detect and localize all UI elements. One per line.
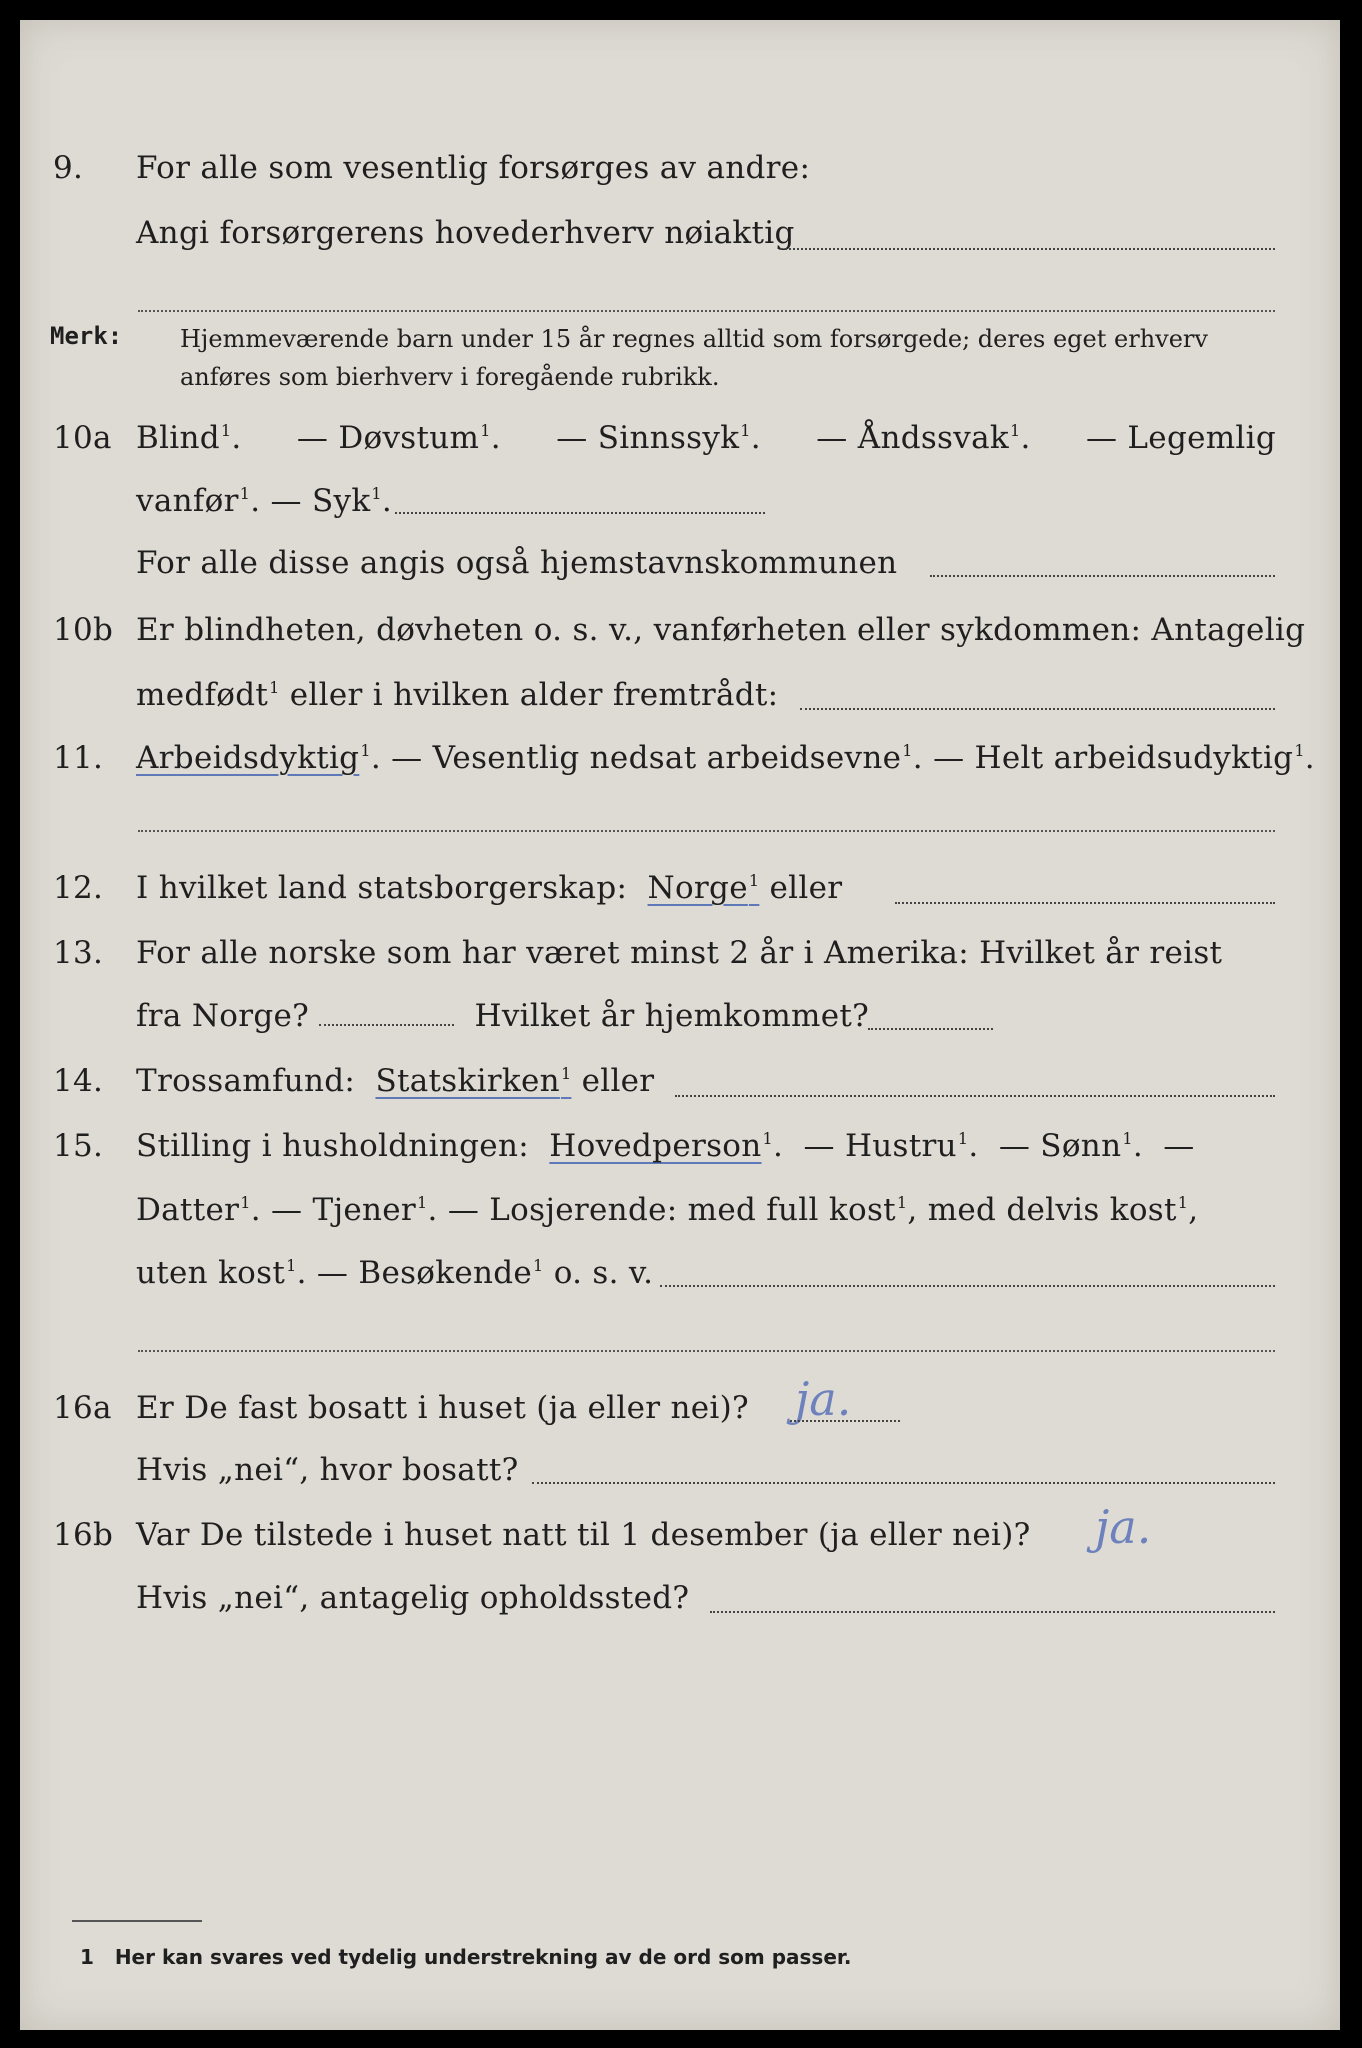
footnote-mark: 1 <box>80 1945 94 1969</box>
question-13 <box>20 935 1340 975</box>
note-label: Merk: <box>50 322 123 350</box>
question-15 <box>20 1128 1340 1168</box>
question-text: For alle norske som har været minst 2 år i Amerika: Hvilket år reist <box>136 935 1223 971</box>
question-16a <box>20 1390 1340 1430</box>
question-number: 15. <box>53 1128 104 1164</box>
question-options <box>136 420 1276 456</box>
answer-line[interactable] <box>790 1420 900 1422</box>
question-text: Hvis „nei“, antagelig opholdssted? <box>136 1580 690 1616</box>
answer-line[interactable] <box>395 512 765 514</box>
answer-line[interactable] <box>895 902 1275 904</box>
answer-line[interactable] <box>319 1024 454 1026</box>
question-number: 11. <box>53 740 104 776</box>
question-number: 13. <box>53 935 104 971</box>
answer-line[interactable] <box>675 1095 1275 1097</box>
question-text: For alle som vesentlig forsørges av andre: <box>136 150 811 186</box>
question-text: Stilling i husholdningen: Hovedperson$^1$. — Hustru$^1$. — Sønn$^1$. — <box>136 1128 1195 1164</box>
answer-line[interactable] <box>138 830 1275 832</box>
selected-option-hovedperson: Hovedperson <box>549 1128 762 1164</box>
question-text: Hvis „nei“, hvor bosatt? <box>136 1452 519 1488</box>
question-number: 10b <box>53 612 114 648</box>
footnote-text: Her kan svares ved tydelig understrekning av de ord som passer. <box>114 1945 852 1969</box>
option-sinnssyk: — Sinnssyk$^1$. <box>556 420 761 456</box>
option-andssvak: — Åndssvak$^1$. <box>816 420 1031 456</box>
note-text: Hjemmeværende barn under 15 år regnes alltid som forsørgede; deres eget erhverv anføres som bierhverv i foregående rubrikk. <box>180 325 1208 391</box>
question-number: 9. <box>53 150 84 186</box>
question-15-line2 <box>20 1192 1340 1232</box>
question-text: Er De fast bosatt i huset (ja eller nei)? <box>136 1390 749 1426</box>
question-10b-line2 <box>20 677 1340 717</box>
answer-line[interactable] <box>868 1028 993 1030</box>
selected-option-arbeidsdyktig: Arbeidsdyktig <box>136 740 360 776</box>
question-11 <box>20 740 1340 780</box>
question-text: Trossamfund: Statskirken$^1$ eller <box>136 1063 655 1099</box>
question-10b <box>20 612 1340 652</box>
footnote <box>80 1945 852 1969</box>
question-number: 12. <box>53 870 104 906</box>
question-text: fra Norge? Hvilket år hjemkommet? <box>136 998 870 1034</box>
answer-line[interactable] <box>138 310 1275 312</box>
question-10a-line3 <box>20 545 1340 585</box>
question-9 <box>20 150 1340 190</box>
answer-line[interactable] <box>532 1482 1275 1484</box>
footnote-divider <box>72 1920 202 1922</box>
question-number: 10a <box>53 420 112 456</box>
option-dovstum: — Døvstum$^1$. <box>296 420 501 456</box>
handwritten-answer[interactable]: ja. <box>1095 1500 1152 1554</box>
question-text: For alle disse angis også hjemstavnskommunen <box>136 545 898 581</box>
question-text: Var De tilstede i huset natt til 1 desember (ja eller nei)? <box>136 1517 1031 1553</box>
question-text: I hvilket land statsborgerskap: Norge$^1$ eller <box>136 870 843 906</box>
option-blind: Blind$^1$. <box>136 420 242 456</box>
question-number: 16b <box>53 1517 114 1553</box>
answer-line[interactable] <box>780 248 1275 250</box>
question-text: vanfør$^1$. — Syk$^1$. <box>136 483 393 519</box>
question-16b-line2 <box>20 1580 1340 1620</box>
question-16a-line2 <box>20 1452 1340 1492</box>
selected-option-norge: Norge$^1$ <box>647 870 760 906</box>
answer-line[interactable] <box>660 1285 1275 1287</box>
question-15-line3 <box>20 1255 1340 1295</box>
question-14 <box>20 1063 1340 1103</box>
question-number: 14. <box>53 1063 104 1099</box>
selected-option-statskirken: Statskirken$^1$ <box>375 1063 572 1099</box>
question-12 <box>20 870 1340 910</box>
handwritten-answer[interactable]: ja. <box>795 1372 852 1426</box>
answer-line[interactable] <box>138 1350 1275 1352</box>
answer-line[interactable] <box>930 575 1275 577</box>
question-number: 16a <box>53 1390 112 1426</box>
option-legemlig: — Legemlig <box>1085 420 1276 456</box>
question-text: medfødt$^1$ eller i hvilken alder fremtrådt: <box>136 677 779 713</box>
question-text: Er blindheten, døvheten o. s. v., vanførheten eller sykdommen: Antagelig <box>136 612 1306 648</box>
answer-line[interactable] <box>800 708 1275 710</box>
answer-line[interactable] <box>710 1611 1275 1613</box>
question-10a-line2 <box>20 483 1340 523</box>
question-text: uten kost$^1$. — Besøkende$^1$ o. s. v. <box>136 1255 654 1291</box>
question-10a <box>20 420 1340 460</box>
question-text: Datter$^1$. — Tjener$^1$. — Losjerende: med full kost$^1$, med delvis kost$^1$, <box>136 1192 1199 1228</box>
question-text: Angi forsørgerens hovederhverv nøiaktig <box>136 215 795 251</box>
census-form-page <box>20 20 1340 2030</box>
question-13-line2 <box>20 998 1340 1038</box>
question-text: Arbeidsdyktig$^1$. — Vesentlig nedsat arbeidsevne$^1$. — Helt arbeidsudyktig$^1$. <box>136 740 1315 776</box>
